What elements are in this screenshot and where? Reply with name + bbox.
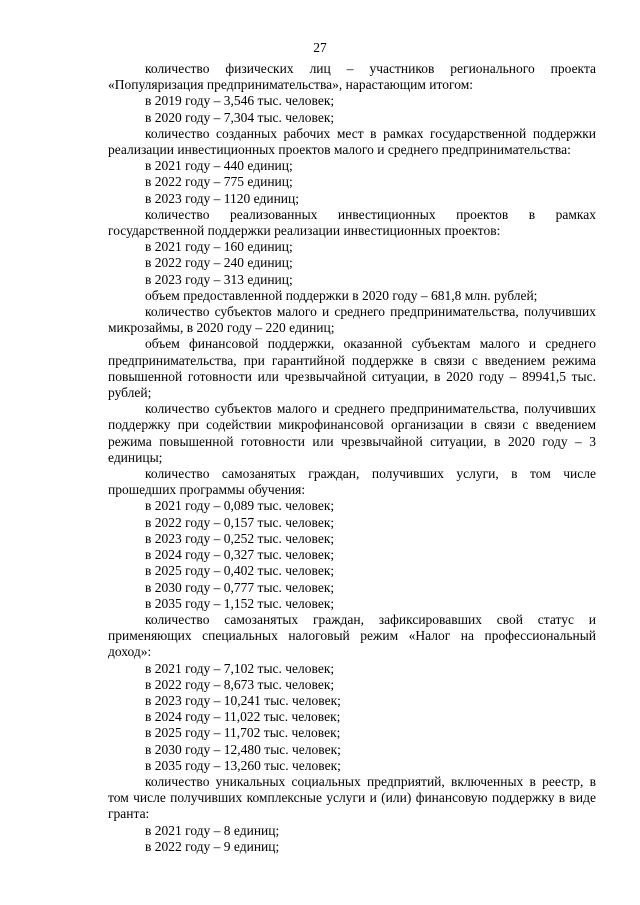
- list-item: в 2024 году – 11,022 тыс. человек;: [145, 709, 341, 725]
- paragraph: количество созданных рабочих мест в рамках государственной поддержки реализации инвестиционных проектов малого и среднего предпринимательства:: [108, 125, 596, 158]
- list-item: в 2030 году – 12,480 тыс. человек;: [145, 741, 341, 757]
- list-item: в 2022 году – 240 единиц;: [145, 255, 293, 271]
- list-item: в 2021 году – 440 единиц;: [145, 158, 293, 174]
- paragraph: количество реализованных инвестиционных проектов в рамках государственной поддержки реализации инвестиционных проектов:: [108, 206, 596, 239]
- list-item: в 2022 году – 775 единиц;: [145, 174, 293, 190]
- list-item: в 2022 году – 8,673 тыс. человек;: [145, 676, 335, 692]
- list-item: в 2021 году – 0,089 тыс. человек;: [145, 498, 335, 514]
- list-item: в 2021 году – 8 единиц;: [145, 822, 280, 838]
- list-item: в 2021 году – 7,102 тыс. человек;: [145, 660, 335, 676]
- list-item: в 2022 году – 9 единиц;: [145, 838, 280, 854]
- list-item: объем предоставленной поддержки в 2020 году – 681,8 млн. рублей;: [145, 287, 538, 303]
- list-item: в 2020 году – 7,304 тыс. человек;: [145, 109, 335, 125]
- paragraph: количество субъектов малого и среднего предпринимательства, получивших микрозаймы, в 2020 году – 220 единиц;: [108, 304, 596, 336]
- list-item: в 2023 году – 0,252 тыс. человек;: [145, 530, 335, 546]
- document-body: [108, 61, 596, 855]
- list-item: в 2022 году – 0,157 тыс. человек;: [145, 514, 335, 530]
- list-item: в 2035 году – 13,260 тыс. человек;: [145, 757, 341, 773]
- paragraph: количество субъектов малого и среднего предпринимательства, получивших поддержку при содействии микрофинансовой организации в связи с введением режима повышенной готовности или чрезвычайной ситуации, в 2020 году – 3 единицы;: [108, 401, 596, 465]
- list-item: в 2025 году – 0,402 тыс. человек;: [145, 563, 335, 579]
- list-item: в 2023 году – 313 единиц;: [145, 271, 293, 287]
- paragraph: объем финансовой поддержки, оказанной субъектам малого и среднего предпринимательства, при гарантийной поддержке в связи с введением режима повышенной готовности или чрезвычайной ситуации, в 2020 году – 89941,5 тыс. рублей;: [108, 336, 596, 401]
- list-item: в 2019 году – 3,546 тыс. человек;: [145, 93, 335, 109]
- list-item: в 2024 году – 0,327 тыс. человек;: [145, 547, 335, 563]
- list-item: в 2021 году – 160 единиц;: [145, 239, 293, 255]
- paragraph: количество физических лиц – участников регионального проекта «Популяризация предпринимательства», нарастающим итогом:: [108, 61, 596, 93]
- list-item: в 2030 году – 0,777 тыс. человек;: [145, 579, 335, 595]
- list-item: в 2025 году – 11,702 тыс. человек;: [145, 725, 341, 741]
- paragraph: количество самозанятых граждан, получивших услуги, в том числе прошедших программы обучения:: [108, 466, 596, 498]
- paragraph: количество самозанятых граждан, зафиксировавших свой статус и применяющих специальных налоговый режим «Налог на профессиональный доход»:: [108, 611, 596, 660]
- page-number: 27: [313, 40, 327, 55]
- paragraph: количество уникальных социальных предприятий, включенных в реестр, в том числе получивших комплексные услуги и (или) финансовую поддержку в виде гранта:: [108, 773, 596, 822]
- list-item: в 2023 году – 10,241 тыс. человек;: [145, 692, 341, 708]
- list-item: в 2023 году – 1120 единиц;: [145, 190, 300, 206]
- list-item: в 2035 году – 1,152 тыс. человек;: [145, 595, 335, 611]
